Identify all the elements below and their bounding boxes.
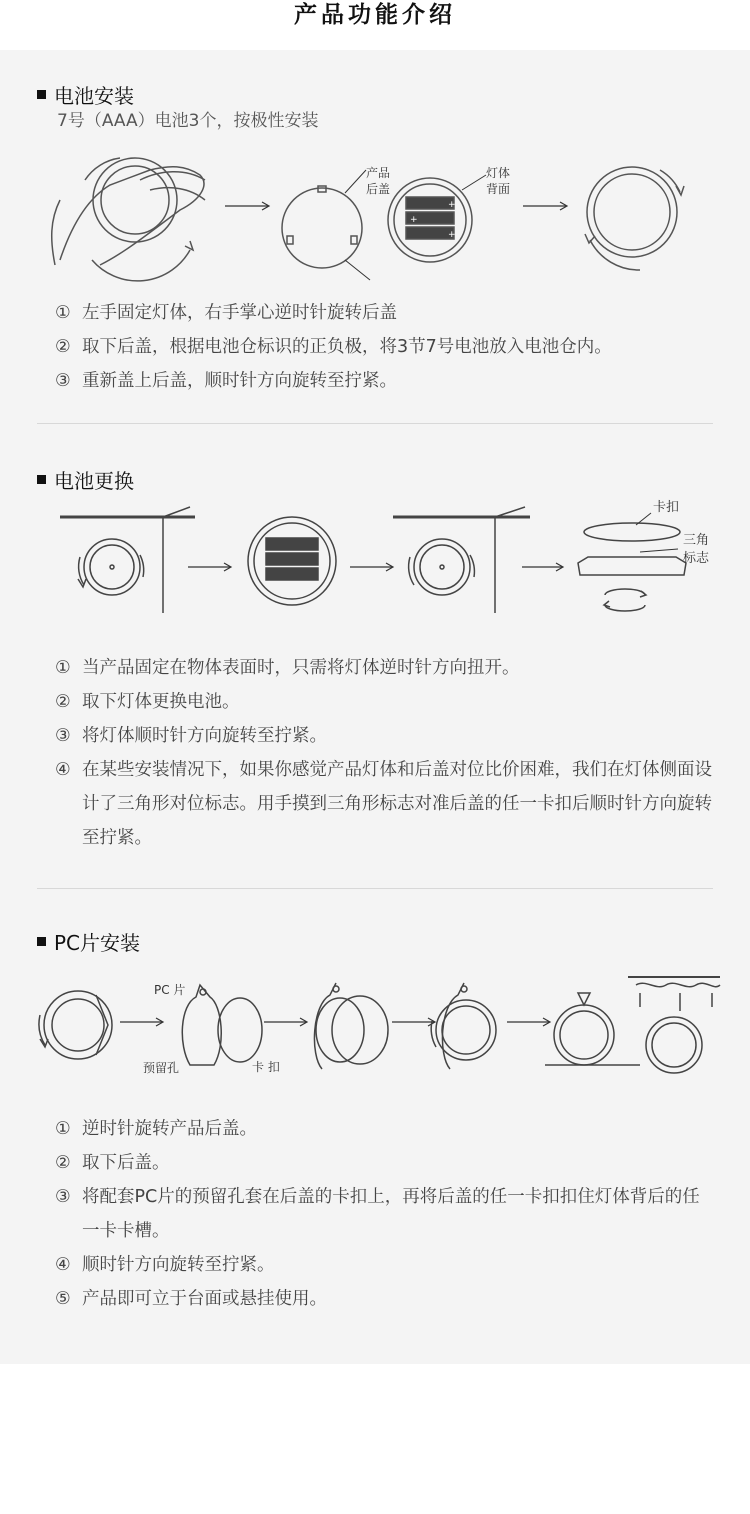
section-heading-text: 电池更换 xyxy=(54,469,134,493)
assembled-lamp-illustration xyxy=(585,167,684,270)
bullet-square-icon xyxy=(37,90,46,99)
list-item: ④ 在某些安装情况下，如果你感觉产品灯体和后盖对位比价困难，我们在灯体侧面设计了三角形对位标志。用手摸到三角形标志对准后盖的任一卡扣后顺时针方向旋转至拧紧。 xyxy=(55,760,712,848)
pc-sheet-illustration xyxy=(182,985,262,1065)
label-clip: 卡 扣 xyxy=(252,1060,280,1074)
list-item: ③ 将灯体顺时针方向旋转至拧紧。 xyxy=(55,726,327,746)
bullet-square-icon xyxy=(37,937,46,946)
triangle-mark-alignment-illustration xyxy=(578,523,686,611)
label-clip: 卡扣 xyxy=(653,500,680,515)
list-item: ⑤ 产品即可立于台面或悬挂使用。 xyxy=(55,1289,327,1309)
pc-sheet-attached-illustration xyxy=(314,983,388,1069)
svg-text:标志: 标志 xyxy=(683,551,710,566)
label-lamp-back: 灯体 xyxy=(486,166,511,180)
section-subtitle: 7号（AAA）电池3个，按极性安装 xyxy=(57,111,319,131)
standing-and-hanging-lamp-illustration xyxy=(545,977,720,1073)
label-reserved-hole: 预留孔 xyxy=(143,1061,180,1075)
list-item: ② 取下后盖，根据电池仓标识的正负极，将3节7号电池放入电池仓内。 xyxy=(55,337,612,357)
svg-text:背面: 背面 xyxy=(486,182,511,196)
list-item: ③ 将配套PC片的预留孔套在后盖的卡扣上，再将后盖的任一卡扣扣住灯体背后的任一卡卡槽。 xyxy=(55,1187,700,1241)
list-item: ① 左手固定灯体，右手掌心逆时针旋转后盖 xyxy=(55,303,397,323)
section-heading-text: 电池安装 xyxy=(54,84,134,108)
hand-rotating-cover-illustration xyxy=(52,158,205,281)
list-item: ② 取下灯体更换电池。 xyxy=(55,692,240,712)
pc-sheet-steps xyxy=(55,1112,715,1316)
lamp-rotate-illustration xyxy=(39,991,112,1059)
list-item: ① 逆时针旋转产品后盖。 xyxy=(55,1119,257,1139)
wall-mounted-lamp-illustration xyxy=(60,507,195,613)
battery-install-steps xyxy=(55,296,715,398)
section-heading-battery-install xyxy=(37,80,134,109)
svg-text:后盖: 后盖 xyxy=(366,182,391,196)
svg-text:+: + xyxy=(448,200,456,210)
pc-sheet-install-diagram xyxy=(0,965,750,1085)
label-rear-cover: 产品 xyxy=(366,166,391,180)
section-heading-text: PC片安装 xyxy=(54,931,141,955)
assembled-with-pc-sheet-illustration xyxy=(431,983,496,1069)
lamp-back-battery-illustration xyxy=(388,178,472,262)
rear-cover-illustration xyxy=(282,186,362,268)
bullet-square-icon xyxy=(37,475,46,484)
battery-replace-diagram xyxy=(0,495,750,620)
list-item: ③ 重新盖上后盖，顺时针方向旋转至拧紧。 xyxy=(55,371,397,391)
list-item: ① 当产品固定在物体表面时，只需将灯体逆时针方向扭开。 xyxy=(55,658,520,678)
battery-install-diagram xyxy=(0,140,750,290)
list-item: ④ 顺时针方向旋转至拧紧。 xyxy=(55,1255,275,1275)
label-triangle-mark: 三角 xyxy=(683,533,710,548)
open-lamp-battery-illustration xyxy=(248,517,336,605)
list-item: ② 取下后盖。 xyxy=(55,1153,170,1173)
wall-mounted-lamp-closed-illustration xyxy=(393,507,530,613)
section-heading-battery-replace xyxy=(37,465,134,494)
svg-text:+: + xyxy=(410,215,418,225)
svg-text:+: + xyxy=(448,230,456,240)
section-divider xyxy=(37,423,713,424)
battery-replace-steps xyxy=(55,651,715,855)
section-heading-pc-sheet xyxy=(37,927,140,956)
section-divider xyxy=(37,888,713,889)
label-pc-sheet: PC 片 xyxy=(154,983,186,997)
page-title: 产品功能介绍 xyxy=(294,2,456,28)
